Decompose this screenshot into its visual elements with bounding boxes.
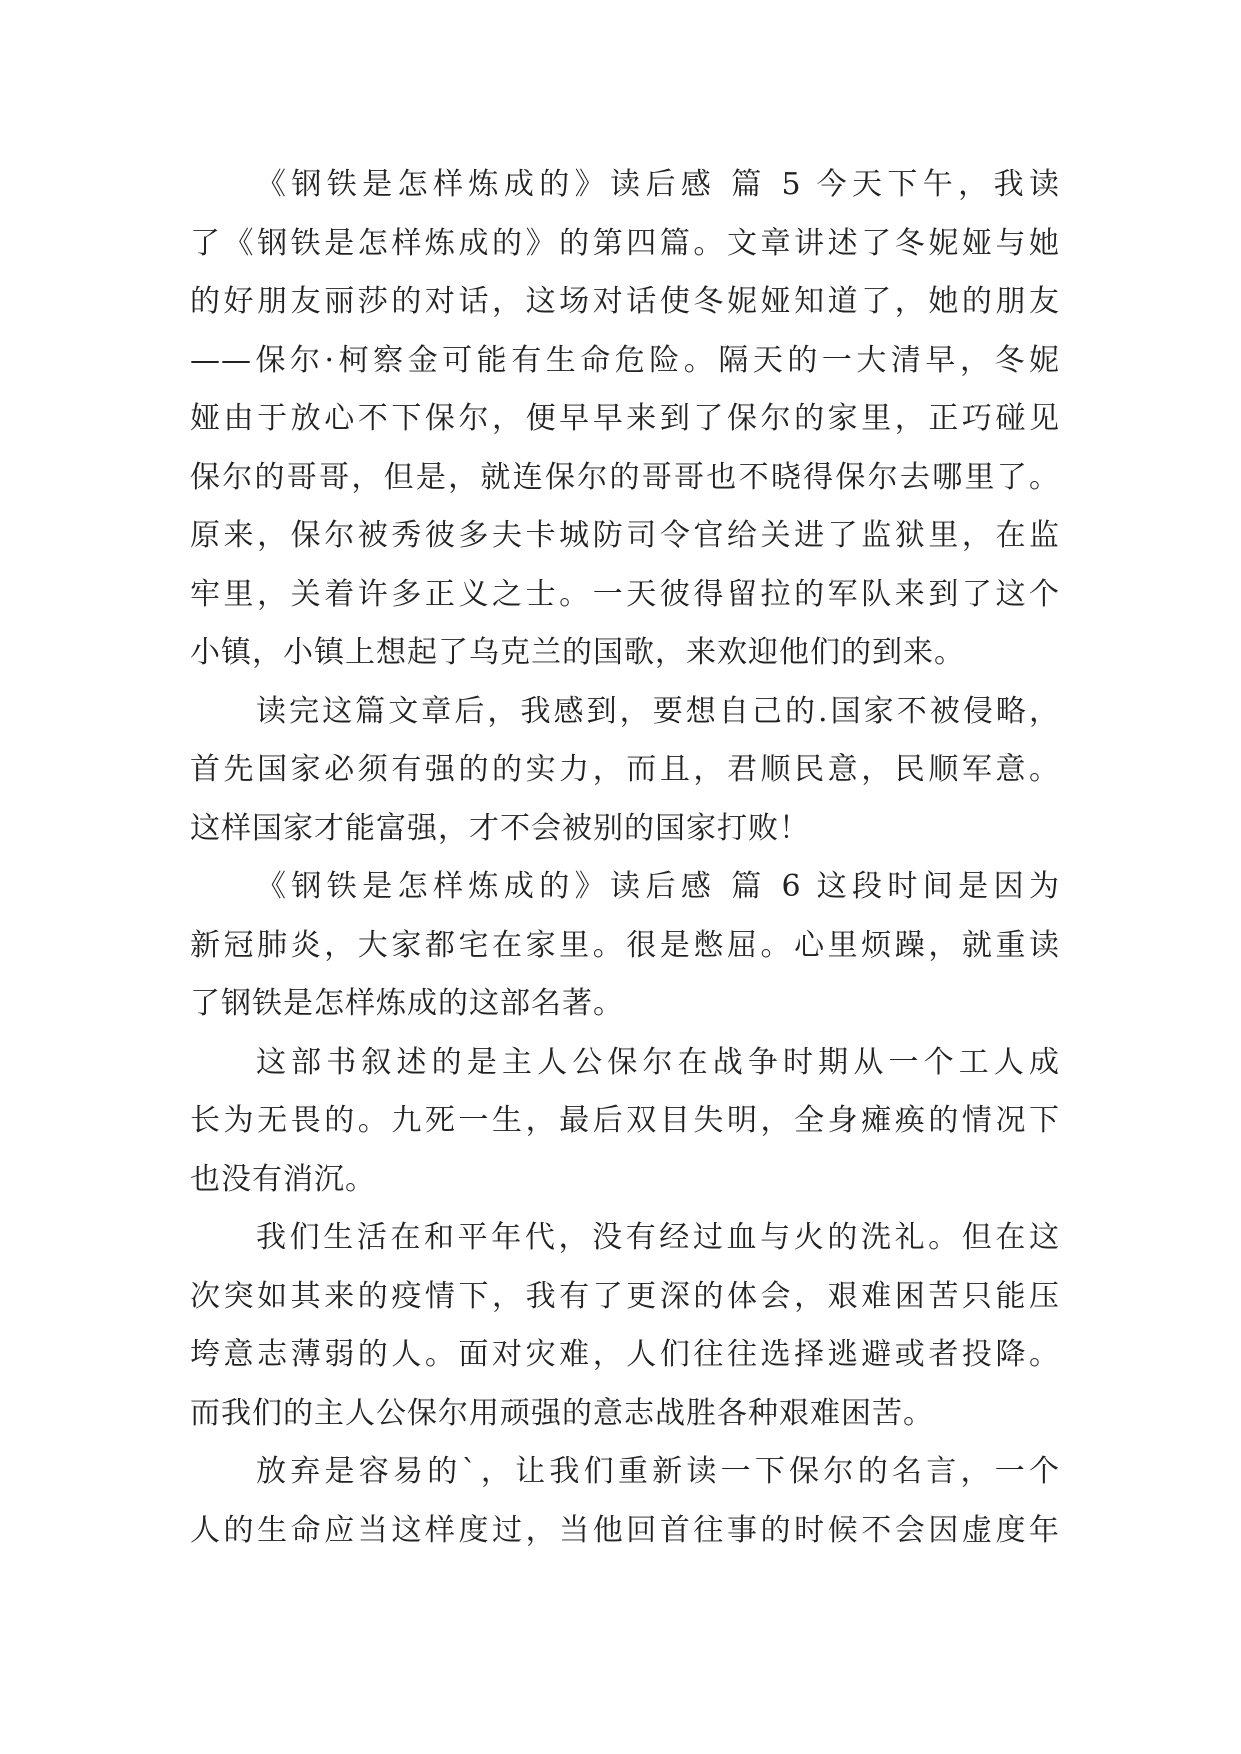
paragraph-line: 的好朋友丽莎的对话，这场对话使冬妮娅知道了，她的朋友: [190, 284, 1060, 319]
paragraph-line: 原来，保尔被秀彼多夫卡城防司令官给关进了监狱里，在监: [190, 518, 1060, 553]
paragraph-line: 了《钢铁是怎样炼成的》的第四篇。文章讲述了冬妮娅与她: [190, 225, 1060, 261]
paragraph-line: 新冠肺炎，大家都宅在家里。很是憋屈。心里烦躁，就重读: [190, 927, 1060, 963]
paragraph-line: 长为无畏的。九死一生，最后双目失明，全身瘫痪的情况下: [190, 1103, 1060, 1138]
paragraph-line: ——保尔·柯察金可能有生命危险。隔天的一大清早，冬妮: [190, 342, 1060, 378]
article-body: [190, 156, 1060, 1560]
paragraph-line: 而我们的主人公保尔用顽强的意志战胜各种艰难困苦。: [190, 1395, 934, 1431]
paragraph-line: 我们生活在和平年代，没有经过血与火的洗礼。但在这: [256, 1220, 1060, 1255]
paragraph-line: 垮意志薄弱的人。面对灾难，人们往往选择逃避或者投降。: [190, 1337, 1060, 1372]
paragraph-line: 这部书叙述的是主人公保尔在战争时期从一个工人成: [256, 1044, 1060, 1080]
paragraph-line: 了钢铁是怎样炼成的这部名著。: [190, 986, 624, 1021]
paragraph-line: 《钢铁是怎样炼成的》读后感 篇 5 今天下午，我读: [256, 167, 1060, 202]
paragraph-line: 次突如其来的疫情下，我有了更深的体会，艰难困苦只能压: [190, 1278, 1060, 1314]
paragraph-line: 娅由于放心不下保尔，便早早来到了保尔的家里，正巧碰见: [190, 401, 1060, 436]
paragraph-line: 读完这篇文章后，我感到，要想自己的.国家不被侵略，: [256, 693, 1060, 729]
paragraph-line: 《钢铁是怎样炼成的》读后感 篇 6 这段时间是因为: [256, 869, 1060, 904]
paragraph-line: 放弃是容易的`，让我们重新读一下保尔的名言，一个: [256, 1454, 1060, 1489]
paragraph-line: 也没有消沉。: [190, 1161, 376, 1197]
paragraph-line: 保尔的哥哥，但是，就连保尔的哥哥也不晓得保尔去哪里了。: [190, 459, 1060, 495]
paragraph-line: 首先国家必须有强的的实力，而且，君顺民意，民顺军意。: [190, 752, 1060, 787]
paragraph-line: 牢里，关着许多正义之士。一天彼得留拉的军队来到了这个: [190, 576, 1060, 612]
paragraph-line: 这样国家才能富强，才不会被别的国家打败！: [190, 810, 810, 846]
paragraph-line: 人的生命应当这样度过，当他回首往事的时候不会因虚度年: [190, 1512, 1060, 1548]
paragraph-line: 小镇，小镇上想起了乌克兰的国歌，来欢迎他们的到来。: [190, 635, 965, 670]
